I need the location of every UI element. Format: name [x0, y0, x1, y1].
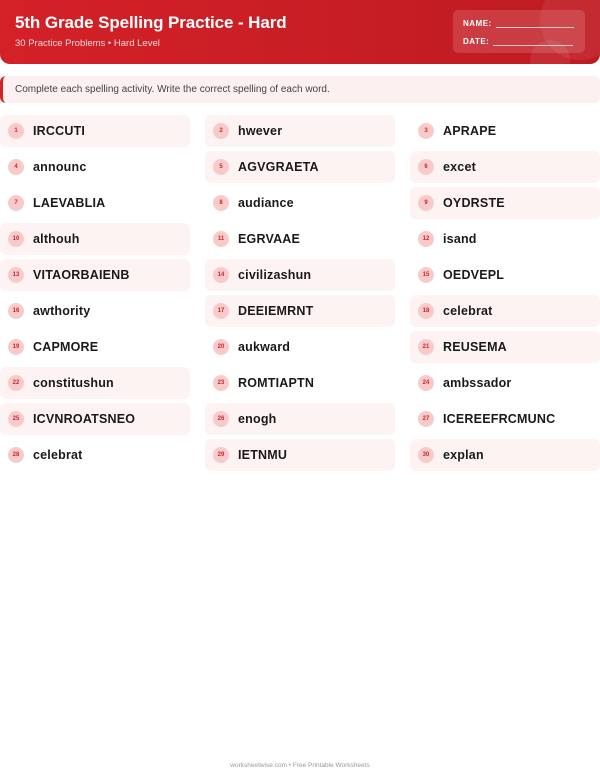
problem-number-badge: 21 [418, 339, 434, 355]
date-row [463, 37, 573, 46]
problem-item [205, 331, 395, 363]
problem-number-badge: 13 [8, 267, 24, 283]
problem-item [205, 403, 395, 435]
problem-word: CAPMORE [33, 340, 99, 354]
problem-word: constitushun [33, 376, 114, 390]
problem-item [0, 331, 190, 363]
problem-item [205, 115, 395, 147]
problem-item [0, 439, 190, 471]
problem-item [0, 115, 190, 147]
problem-number-badge: 6 [418, 159, 434, 175]
problem-word: ICVNROATSNEO [33, 412, 136, 426]
problem-number-badge: 2 [213, 123, 229, 139]
problem-word: aukward [238, 340, 291, 354]
problem-number-badge: 25 [8, 411, 24, 427]
problem-item [205, 367, 395, 399]
problem-word: althouh [33, 232, 80, 246]
problem-item [410, 403, 600, 435]
problem-word: IETNMU [238, 448, 288, 462]
problem-number-badge: 7 [8, 195, 24, 211]
problem-word: LAEVABLIA [33, 196, 106, 210]
problem-item [0, 151, 190, 183]
problem-item [205, 151, 395, 183]
problem-item [0, 259, 190, 291]
problem-item [0, 187, 190, 219]
problems-grid [0, 115, 600, 471]
problem-word: VITAORBAIENB [33, 268, 130, 282]
problem-word: IRCCUTI [33, 124, 86, 138]
problem-number-badge: 16 [8, 303, 24, 319]
problem-item [410, 259, 600, 291]
problem-number-badge: 14 [213, 267, 229, 283]
problem-word: DEEIEMRNT [238, 304, 314, 318]
problem-word: ambssador [443, 376, 512, 390]
problem-number-badge: 20 [213, 339, 229, 355]
problem-item [410, 331, 600, 363]
problem-word: celebrat [33, 448, 83, 462]
problem-word: audiance [238, 196, 294, 210]
problem-item [410, 151, 600, 183]
problem-word: isand [443, 232, 477, 246]
date-field[interactable] [493, 38, 573, 46]
problem-number-badge: 27 [418, 411, 434, 427]
footer-text: worksheetwise.com • Free Printable Worksheets [230, 762, 370, 769]
problem-item [410, 295, 600, 327]
problem-item [0, 403, 190, 435]
date-label: DATE: [463, 37, 490, 46]
problem-word: explan [443, 448, 484, 462]
problem-number-badge: 28 [8, 447, 24, 463]
problem-number-badge: 8 [213, 195, 229, 211]
problem-item [0, 223, 190, 255]
problem-number-badge: 22 [8, 375, 24, 391]
problem-item [0, 295, 190, 327]
problem-word: excet [443, 160, 476, 174]
problem-item [205, 295, 395, 327]
problem-number-badge: 4 [8, 159, 24, 175]
problem-item [205, 223, 395, 255]
problem-item [410, 223, 600, 255]
problem-word: ICEREEFRCMUNC [443, 412, 556, 426]
instructions-banner: Complete each spelling activity. Write the correct spelling of each word. [0, 76, 600, 103]
name-label: NAME: [463, 19, 492, 28]
name-row [463, 19, 574, 28]
problem-number-badge: 19 [8, 339, 24, 355]
problem-number-badge: 3 [418, 123, 434, 139]
problem-item [410, 439, 600, 471]
problem-number-badge: 1 [8, 123, 24, 139]
problem-number-badge: 12 [418, 231, 434, 247]
page-subtitle: 30 Practice Problems • Hard Level [15, 38, 160, 49]
problem-word: announc [33, 160, 87, 174]
problem-number-badge: 17 [213, 303, 229, 319]
problem-number-badge: 9 [418, 195, 434, 211]
problem-word: enogh [238, 412, 277, 426]
problem-item [410, 187, 600, 219]
problem-item [410, 367, 600, 399]
problem-number-badge: 5 [213, 159, 229, 175]
page-title: 5th Grade Spelling Practice - Hard [15, 13, 287, 32]
problem-word: ROMTIAPTN [238, 376, 315, 390]
problem-number-badge: 26 [213, 411, 229, 427]
name-date-box [453, 10, 585, 53]
problem-item [0, 367, 190, 399]
name-field[interactable] [496, 20, 574, 28]
problem-number-badge: 29 [213, 447, 229, 463]
problem-word: celebrat [443, 304, 493, 318]
problem-number-badge: 23 [213, 375, 229, 391]
worksheet-header [0, 0, 600, 64]
problem-word: awthority [33, 304, 91, 318]
problem-number-badge: 11 [213, 231, 229, 247]
problem-word: OEDVEPL [443, 268, 505, 282]
problem-word: EGRVAAE [238, 232, 301, 246]
problem-item [205, 259, 395, 291]
problem-number-badge: 30 [418, 447, 434, 463]
problem-number-badge: 18 [418, 303, 434, 319]
problem-word: AGVGRAETA [238, 160, 319, 174]
problem-word: hwever [238, 124, 283, 138]
problem-number-badge: 15 [418, 267, 434, 283]
problem-item [410, 115, 600, 147]
problem-word: REUSEMA [443, 340, 507, 354]
problem-number-badge: 24 [418, 375, 434, 391]
problem-number-badge: 10 [8, 231, 24, 247]
problem-word: APRAPE [443, 124, 497, 138]
problem-word: civilizashun [238, 268, 312, 282]
problem-item [205, 439, 395, 471]
problem-item [205, 187, 395, 219]
problem-word: OYDRSTE [443, 196, 505, 210]
